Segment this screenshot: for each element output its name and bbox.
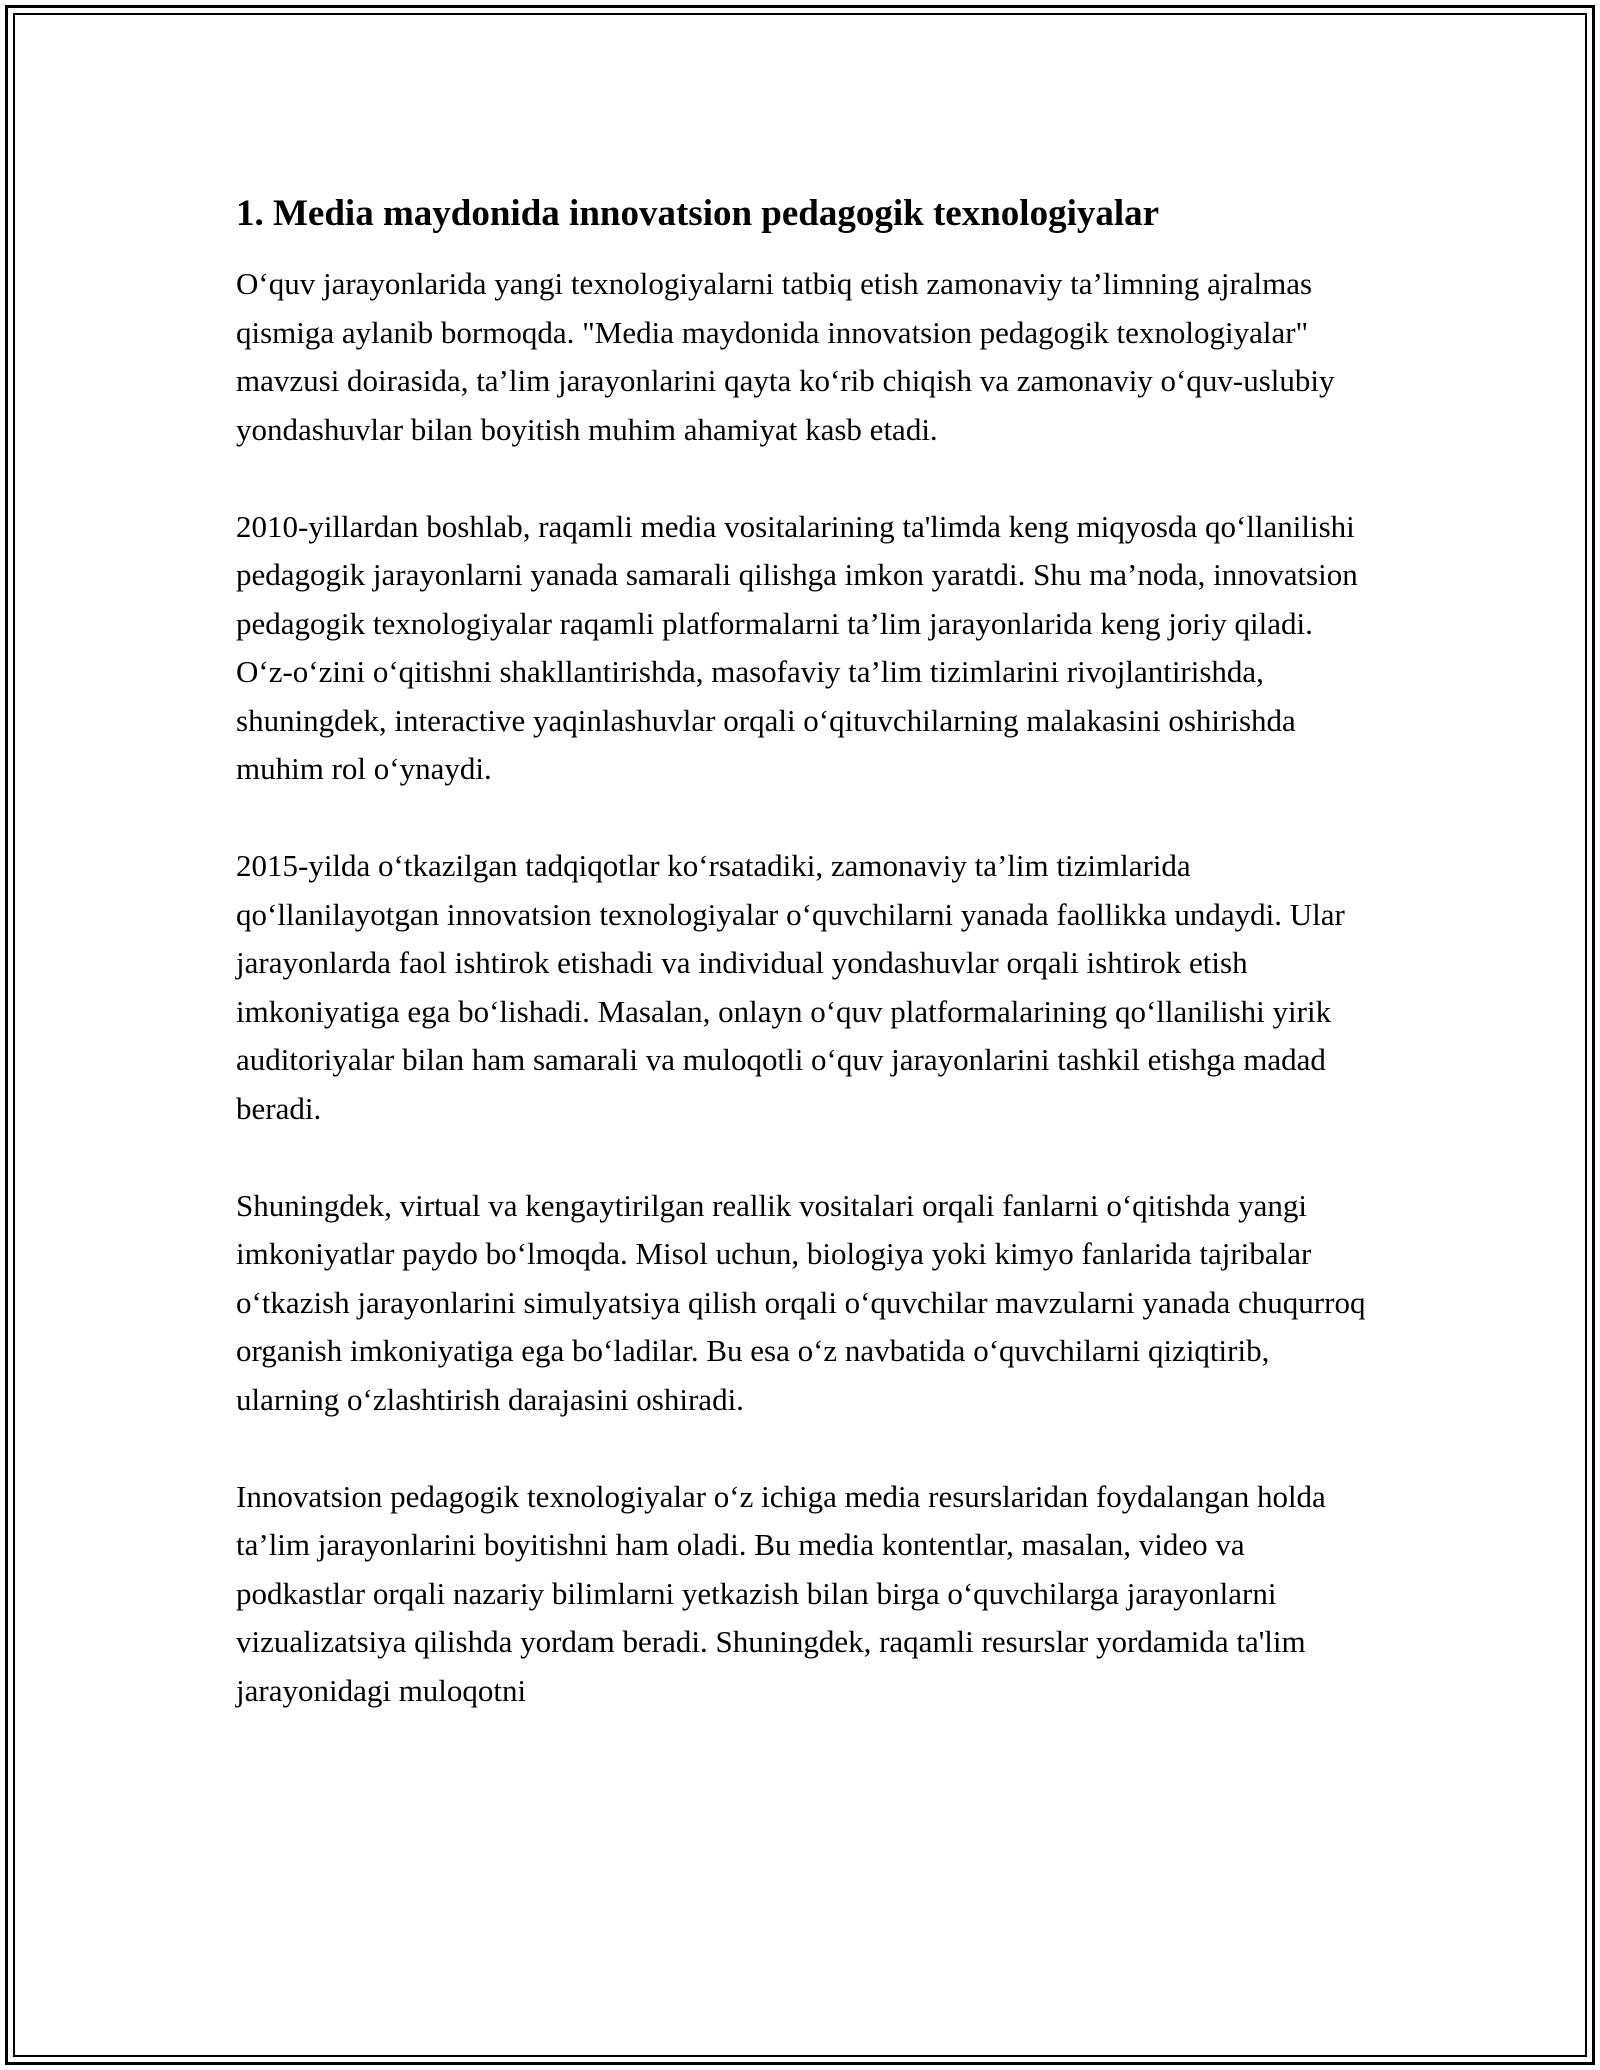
paragraph-5: Innovatsion pedagogik texnologiyalar o‘z ichiga media resurslaridan foydalangan holda ta’lim jarayonlarini boyitishni ham oladi. Bu media kontentlar, masalan, video va podkastlar orqali nazariy bilimlarni yetkazish bilan birga o‘quvchilarga jarayonlarni vizualizatsiya qilishda yordam beradi. Shuningdek, raqamli resurslar yordamida ta'lim jarayonidagi muloqotni — [236, 1478, 1326, 1708]
paragraph-4: Shuningdek, virtual va kengaytirilgan reallik vositalari orqali fanlarni o‘qitishda yangi imkoniyatlar paydo bo‘lmoqda. Misol uchun, biologiya yoki kimyo fanlarida tajribalar o‘tkazish jarayonlarini simulyatsiya qilish orqali o‘quvchilar mavzularni yanada chuqurroq organish imkoniyatiga ega bo‘ladilar. Bu esa o‘z navbatida o‘quvchilarni qiziqtirib, ularning o‘zlashtirish darajasini oshiradi. — [236, 1187, 1366, 1417]
paragraph-3: 2015-yilda o‘tkazilgan tadqiqotlar ko‘rsatadiki, zamonaviy ta’lim tizimlarida qo‘llanilayotgan innovatsion texnologiyalar o‘quvchilarni yanada faollikka undaydi. Ular jarayonlarda faol ishtirok etishadi va individual yondashuvlar orqali ishtirok etish imkoniyatiga ega bo‘lishadi. Masalan, onlayn o‘quv platformalarining qo‘llanilishi yirik auditoriyalar bilan ham samarali va muloqotli o‘quv jarayonlarini tashkil etishga madad beradi. — [236, 848, 1345, 1126]
section-heading: 1. Media maydonida innovatsion pedagogik texnologiyalar — [236, 193, 1160, 234]
paragraph-1: O‘quv jarayonlarida yangi texnologiyalarni tatbiq etish zamonaviy ta’limning ajralmas qismiga aylanib bormoqda. "Media maydonida innovatsion pedagogik texnologiyalar" mavzusi doirasida, ta’lim jarayonlarini qayta ko‘rib chiqish va zamonaviy o‘quv-uslubiy yondashuvlar bilan boyitish muhim ahamiyat kasb etadi. — [236, 266, 1335, 447]
document-body — [236, 190, 1376, 1764]
paragraph-2: 2010-yillardan boshlab, raqamli media vositalarining ta'limda keng miqyosda qo‘llanilishi pedagogik jarayonlarni yanada samarali qilishga imkon yaratdi. Shu ma’noda, innovatsion pedagogik texnologiyalar raqamli platformalarni ta’lim jarayonlarida keng joriy qiladi. O‘z-o‘zini o‘qitishni shakllantirishda, masofaviy ta’lim tizimlarini rivojlantirishda, shuningdek, interactive yaqinlashuvlar orqali o‘qituvchilarning malakasini oshirishda muhim rol o‘ynaydi. — [236, 508, 1358, 786]
